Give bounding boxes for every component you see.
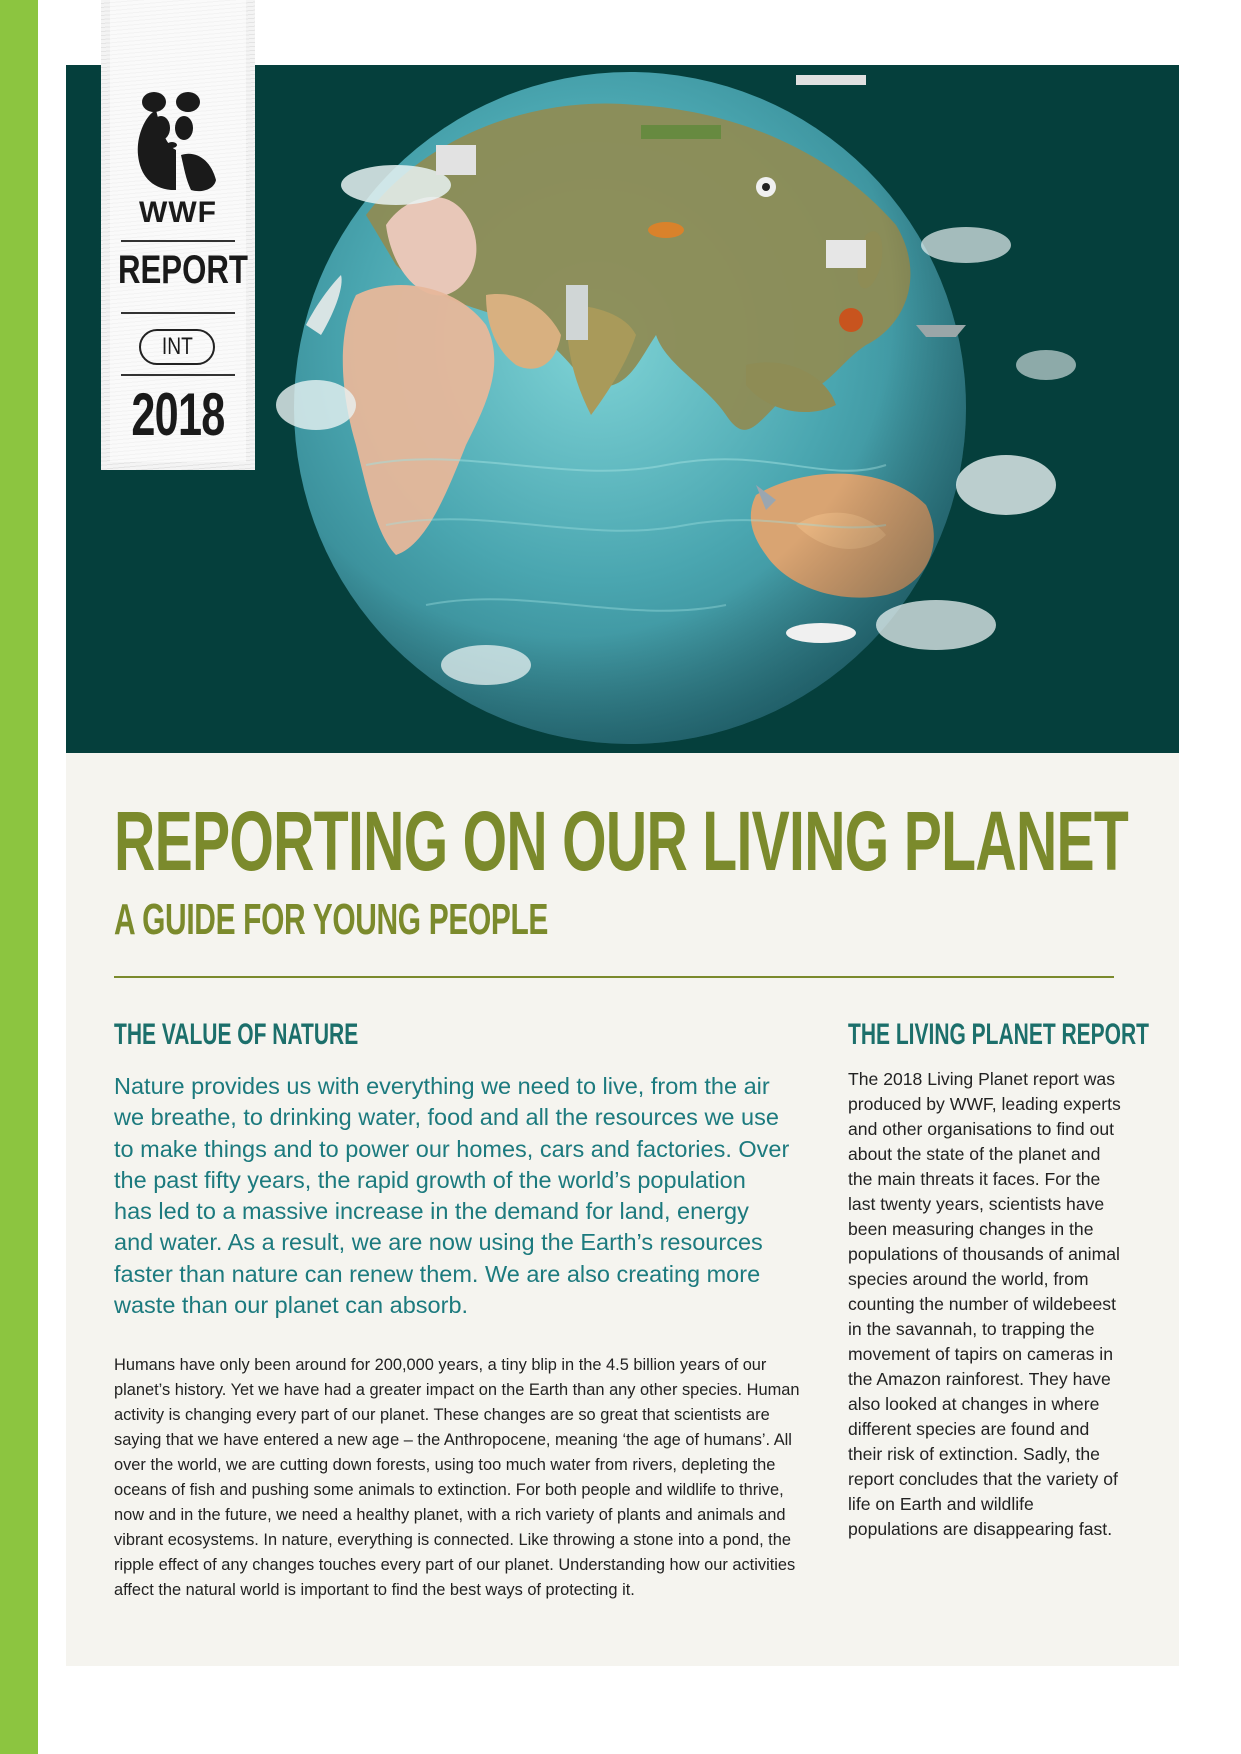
train-icon [796, 75, 866, 85]
value-of-nature-lead: Nature provides us with everything we need to live, from the air we breathe, to drinking water, food and all the resources we use to make things and to power our homes, cars and factories. Over the past fifty years, the rapid growth of the world’s population has led to a massive increase in the demand for land, energy and water. As a result, we are now using the Earth’s resources faster than nature can renew them. We are also creating more waste than our planet can absorb. [114, 1073, 790, 1319]
report-badge [101, 0, 255, 470]
content-panel [66, 753, 1179, 1666]
side-accent-bar [0, 0, 38, 1754]
living-planet-report-heading: THE LIVING PLANET REPORT [848, 1018, 1150, 1051]
value-of-nature-heading: THE VALUE OF NATURE [114, 1018, 359, 1051]
value-of-nature-body: Humans have only been around for 200,000 years, a tiny blip in the 4.5 billion years of our planet’s history. Yet we have had a greater impact on the Earth than any other species. Human activity is changing every part of our planet. These changes are so great that scientists are saying that we have entered a new age – the Anthropocene, meaning ‘the age of humans’. All over the world, we are cutting down forests, using too much water from rivers, depleting the oceans of fish and pushing some animals to extinction. For both people and wildlife to thrive, now and in the future, we need a healthy planet, with a rich variety of plants and animals and vibrant ecosystems. In nature, everything is connected. Like throwing a stone into a pond, the ripple effect of any changes touches every part of our planet. Understanding how our activities affect the natural world is important to find the best ways of protecting it. [114, 1356, 800, 1599]
badge-year: 2018 [131, 381, 225, 448]
turtle-icon [786, 623, 856, 643]
cloud [921, 227, 1011, 263]
living-planet-report-body: The 2018 Living Planet report was produced by WWF, leading experts and other organisations to find out about the state of the planet and the main threats it faces. For the last twenty years, scientists have been measuring changes in the populations of thousands of animal species around the world, from counting the number of wildebeest in the savannah, to trapping the movement of tapirs on cameras in the Amazon rainforest. They have also looked at changes in where different species are found and their risk of extinction. Sadly, the report concludes that the variety of life on Earth and wildlife populations are disappearing fast. [848, 1069, 1121, 1539]
cloud [956, 455, 1056, 515]
badge-edition: INT [161, 333, 193, 360]
cloud [276, 380, 356, 430]
page-title: REPORTING ON OUR LIVING PLANET [114, 794, 1129, 888]
badge-edition-pill [139, 329, 215, 365]
cloud [341, 165, 451, 205]
panda-logo-icon [126, 90, 226, 195]
dam-icon [826, 240, 866, 268]
panda-icon-detail [762, 183, 770, 191]
cloud [1016, 350, 1076, 380]
title-divider [114, 976, 1114, 978]
badge-divider [121, 312, 235, 314]
city-icon [566, 285, 588, 340]
wwf-wordmark: WWF [139, 196, 217, 229]
orangutan-icon [839, 308, 863, 332]
factory-icon [436, 145, 476, 175]
cloud [441, 645, 531, 685]
badge-divider [121, 374, 235, 376]
badge-divider [121, 240, 235, 242]
cloud [876, 600, 996, 650]
tiger-icon [648, 222, 684, 238]
forest-icon [641, 125, 721, 139]
badge-report-label: REPORT [117, 248, 248, 292]
page-subtitle: A GUIDE FOR YOUNG PEOPLE [114, 895, 549, 944]
